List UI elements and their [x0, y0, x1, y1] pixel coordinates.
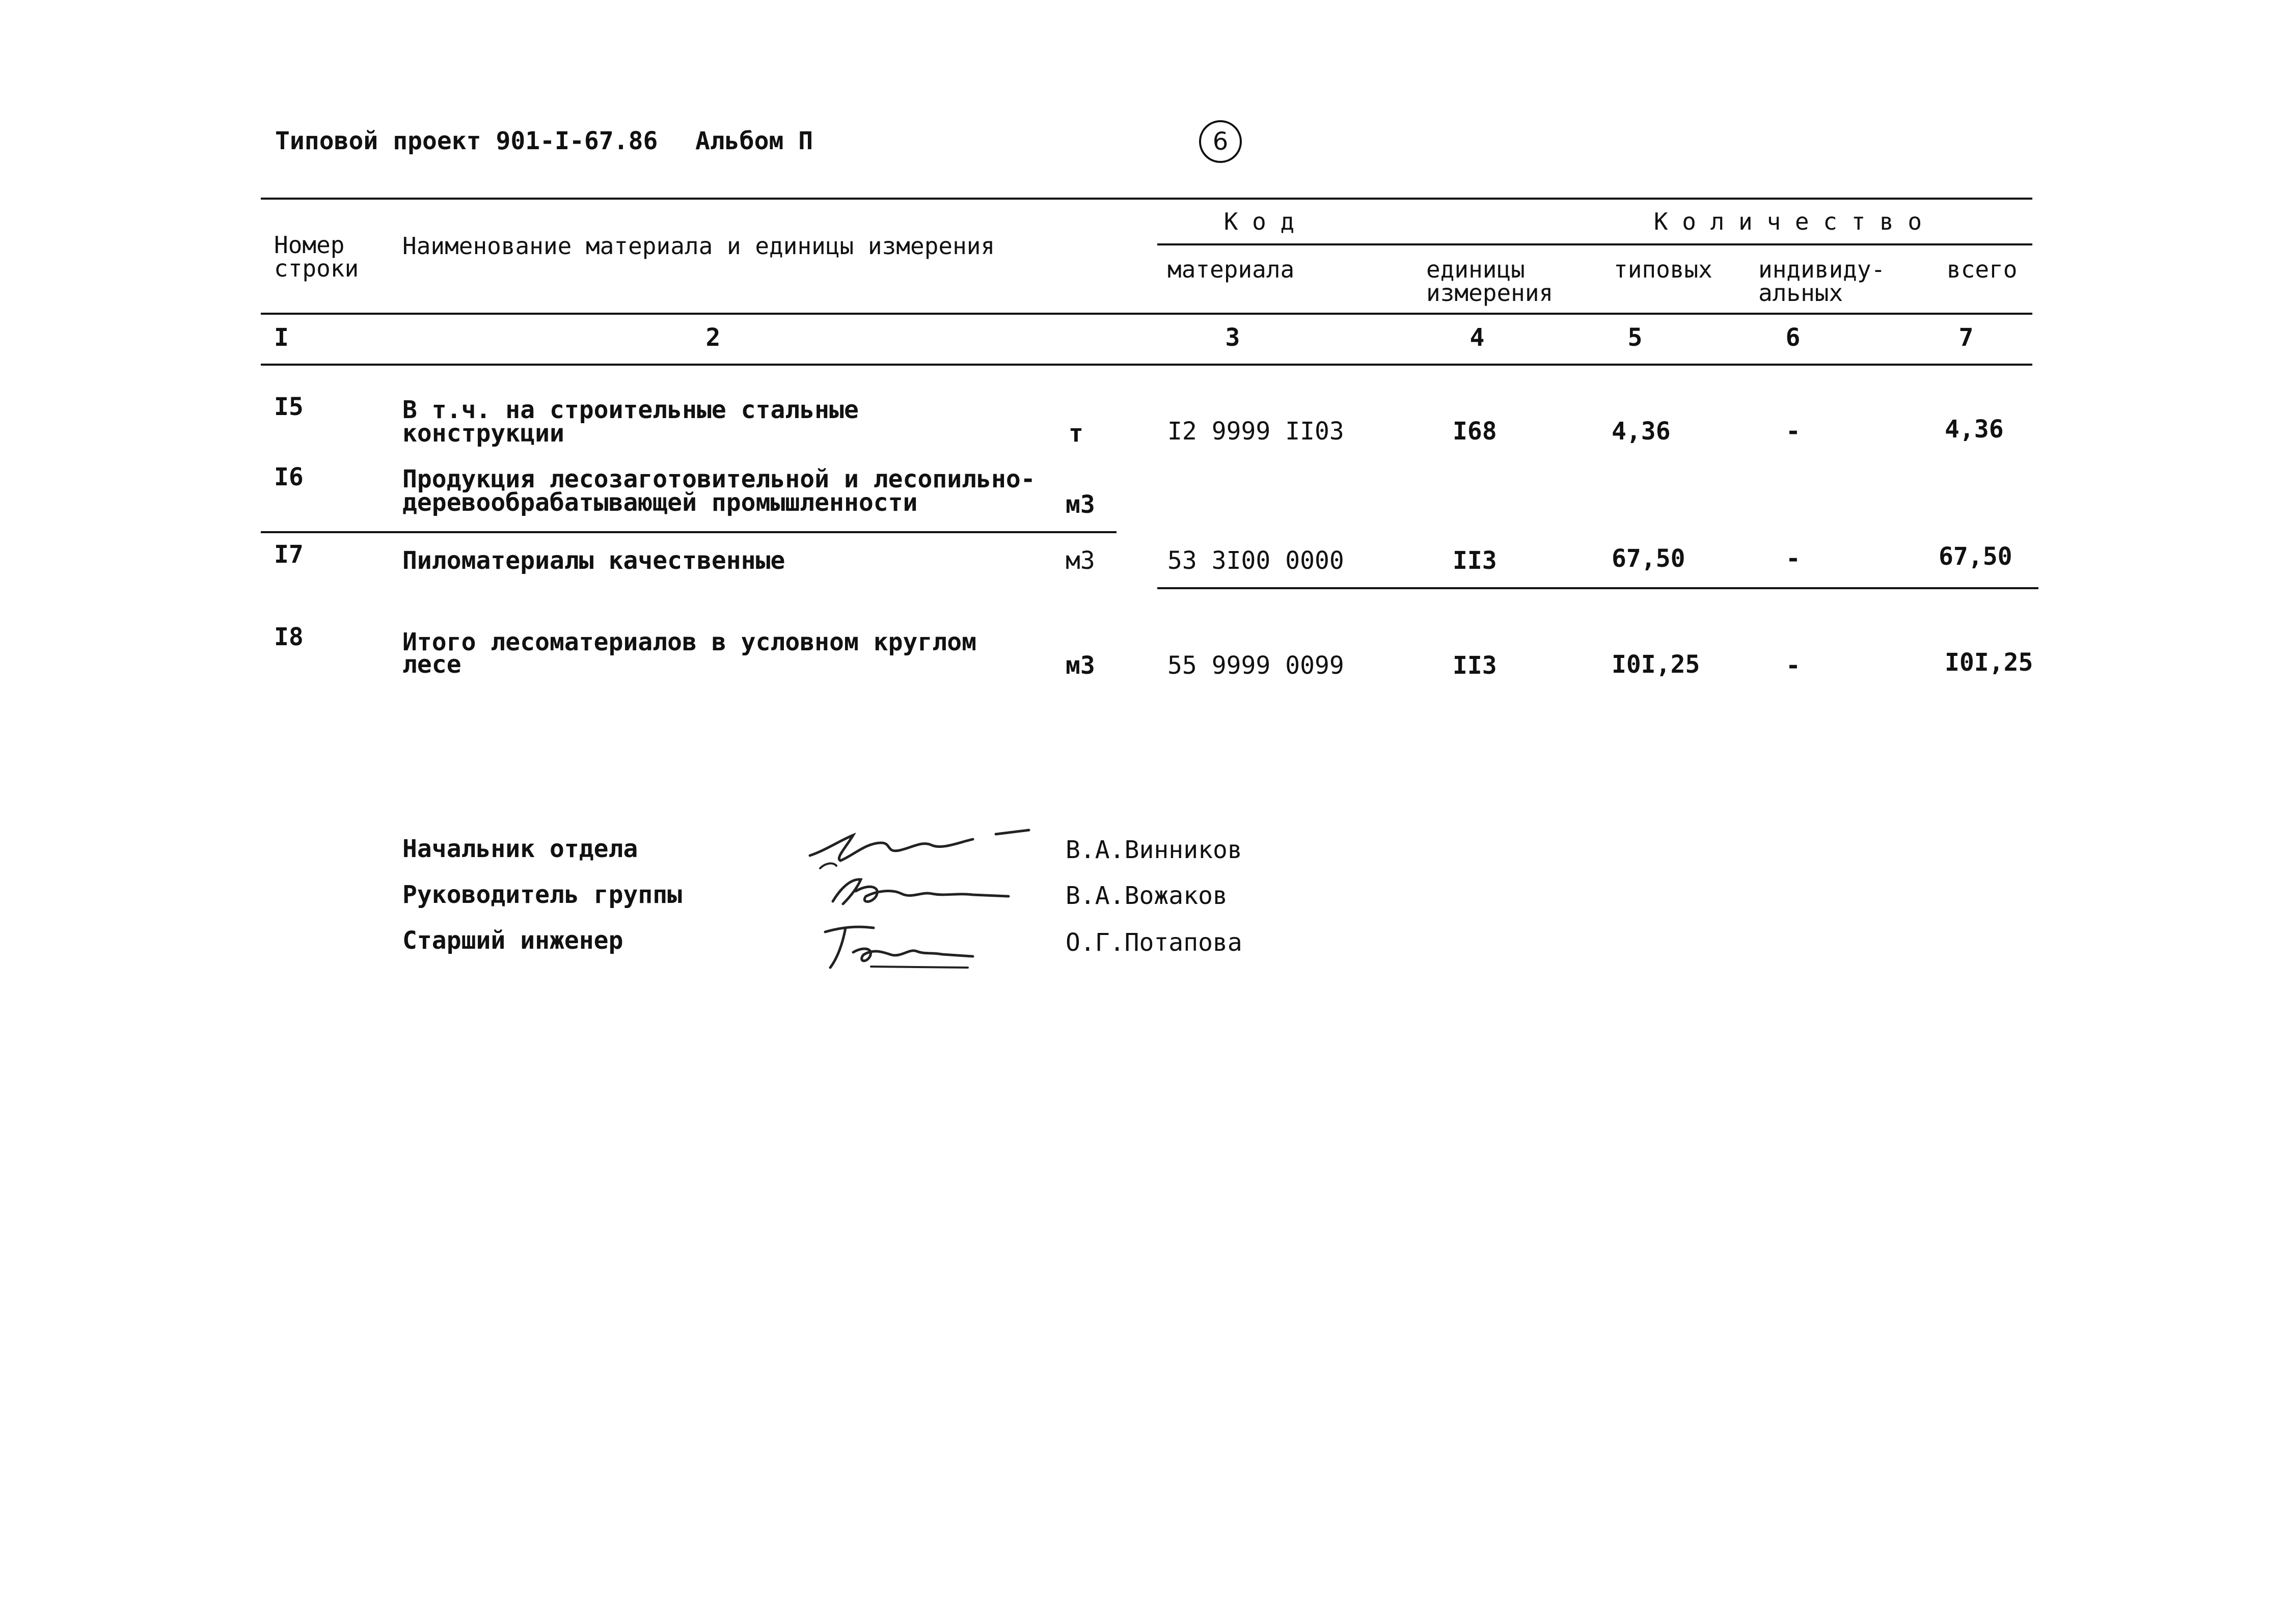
row-unit: т [1069, 419, 1083, 448]
header-code-material: материала [1167, 256, 1295, 283]
header-code-group: К о д [1223, 208, 1295, 235]
row-qty-typical: 67,50 [1612, 544, 1685, 573]
row-qty-typical: I0I,25 [1612, 650, 1700, 679]
signature-name: В.А.Вожаков [1066, 882, 1228, 910]
row-qty-individual: - [1786, 651, 1801, 680]
sheet-number: 6 [1199, 120, 1242, 163]
col-number: 4 [1469, 323, 1485, 352]
row-name-line: деревообрабатывающей промышленности [402, 488, 918, 517]
table-top-rule [261, 198, 2032, 200]
row-name-line: В т.ч. на строительные стальные [402, 396, 859, 424]
project-title: Типовой проект 901-I-67.86 [275, 127, 658, 155]
handwritten-signature [825, 868, 1019, 914]
signature-name: О.Г.Потапова [1066, 928, 1242, 957]
row-code: 53 3I00 0000 [1167, 546, 1344, 575]
header-qty-individual-2: альных [1758, 279, 1843, 307]
row-unit: м3 [1066, 546, 1095, 575]
header-qty-group: К о л и ч е с т в о [1653, 208, 1922, 235]
header-row-number-2: строки [274, 255, 359, 282]
col-number: 3 [1225, 323, 1240, 352]
header-qty-typical: типовых [1614, 256, 1712, 283]
signature-role: Руководитель группы [402, 880, 683, 909]
row-divider-right [1157, 587, 2038, 589]
col-number: 6 [1785, 323, 1801, 352]
row-name-line: лесе [402, 650, 461, 679]
handwritten-signature [815, 917, 983, 978]
row-divider-left [261, 531, 1117, 533]
row-unit-code: II3 [1453, 651, 1497, 680]
row-unit-code: I68 [1453, 417, 1497, 446]
row-unit: м3 [1066, 490, 1095, 519]
row-number: I7 [274, 540, 304, 569]
signature-name: В.А.Винников [1066, 836, 1242, 864]
header-qty-total: всего [1947, 256, 2018, 283]
row-qty-total: 4,36 [1945, 415, 2004, 444]
header-qty-individual-1: индивиду- [1758, 256, 1886, 283]
row-qty-total: I0I,25 [1945, 648, 2033, 677]
handwritten-signature [805, 820, 1044, 876]
row-name-line: Итого лесоматериалов в условном круглом [402, 628, 977, 656]
row-number: I5 [274, 393, 304, 421]
row-qty-typical: 4,36 [1612, 417, 1671, 446]
row-qty-total: 67,50 [1939, 542, 2012, 571]
row-code: I2 9999 II03 [1167, 417, 1344, 446]
col-number: 7 [1958, 323, 1974, 352]
album-label: Альбом П [695, 127, 813, 155]
row-qty-individual: - [1786, 417, 1801, 446]
row-unit: м3 [1066, 651, 1095, 680]
signature-role: Начальник отдела [402, 835, 638, 863]
row-qty-individual: - [1786, 544, 1801, 573]
col-number: 5 [1627, 323, 1643, 352]
header-code-unit-1: единицы [1426, 256, 1525, 283]
col-numbers-rule [261, 364, 2032, 366]
signature-role: Старший инженер [402, 926, 623, 955]
header-name: Наименование материала и единицы измерения [402, 232, 995, 260]
row-name-line: конструкции [402, 419, 564, 448]
row-unit-code: II3 [1453, 546, 1497, 575]
row-number: I6 [274, 463, 304, 491]
row-name-line: Продукция лесозаготовительной и лесопильно- [402, 465, 1036, 493]
header-code-unit-2: измерения [1426, 279, 1554, 307]
header-row-number-1: Номер [274, 231, 345, 259]
header-bottom-rule [261, 313, 2032, 315]
row-name-line: Пиломатериалы качественные [402, 546, 785, 575]
row-code: 55 9999 0099 [1167, 651, 1344, 680]
row-number: I8 [274, 623, 304, 651]
code-group-rule [1157, 243, 2032, 245]
col-number: I [274, 323, 289, 352]
col-number: 2 [705, 323, 721, 352]
